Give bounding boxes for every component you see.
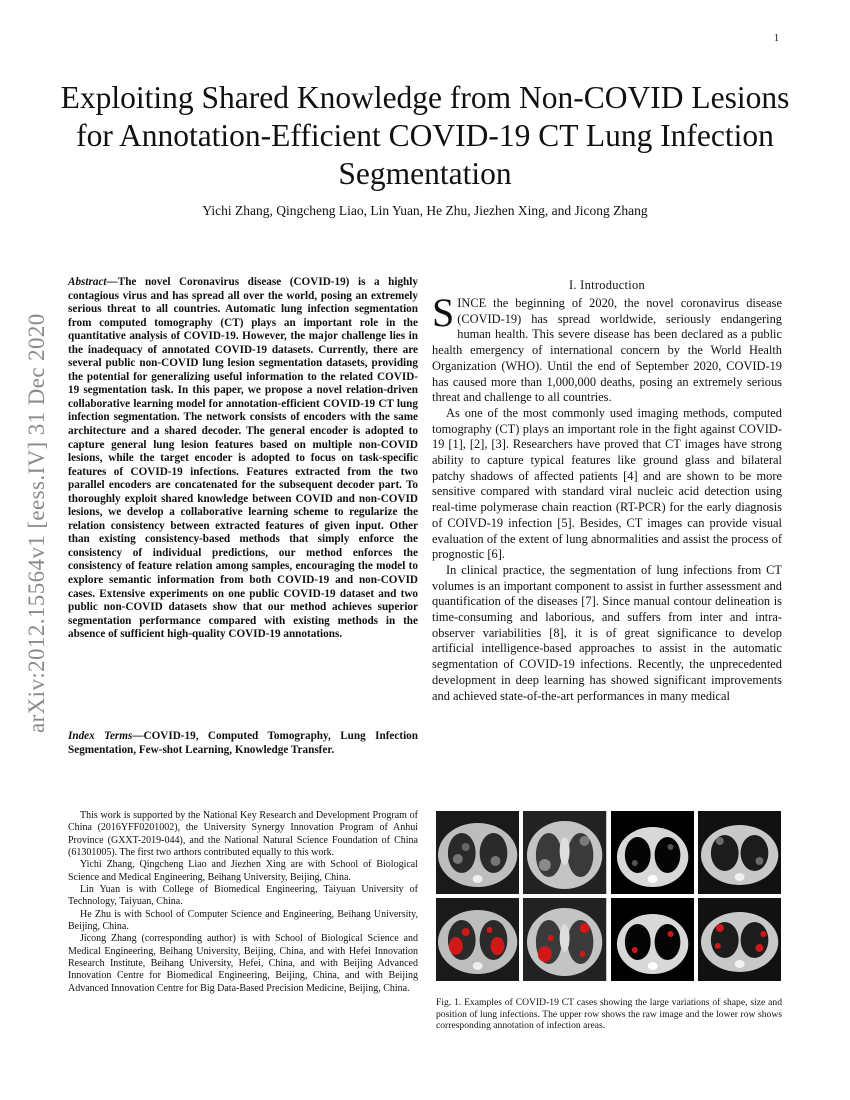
footnote-affiliation: Lin Yuan is with College of Biomedical Engineering, Taiyuan University of Technology, Taiyuan, China. [68,884,418,908]
footnote-corresponding-author: Jicong Zhang (corresponding author) is with School of Biological Science and Medical Engineering, Beihang University, Beijing, China, and with Hefei Innovation Research Institute, Beihang University, Hefei, China, and with Beijing Advanced Innovation Centre for Biomedical Engineering, Beijing, China, and with Beijing Advanced Innovation Centre for Big Data-Based Precision Medicine, Beijing, China. [68,933,418,994]
intro-paragraph: As one of the most commonly used imaging methods, computed tomography (CT) plays an important role in the fight against COVID-19 [1], [2], [3]. Researchers have proved that CT images have strong ability to capture typical features like ground glass and bilateral patchy shadows of affected patients [4] and are shown to be more sensitive compared with standard viral nucleic acid detection using real-time polymerase chain reaction (RT-PCR) for the early diagnosis of COIVD-19 infection [5]. Besides, CT images can provide visual evaluation of the extent of lung abnormalities and assist the process of prognostic [6]. [432,405,782,562]
index-terms [68,730,418,757]
ct-image-annotated [698,898,781,981]
arxiv-identifier: arXiv:2012.15564v1 [eess.IV] 31 Dec 2020 [24,313,49,733]
ct-figure [436,811,781,981]
section-heading: I. Introduction [568,278,646,292]
ct-image-raw [523,811,606,894]
drop-cap: S [432,290,455,335]
figure-caption: Fig. 1. Examples of COVID-19 CT cases showing the large variations of shape, size and position of lung infections. The upper row shows the raw image and the lower row shows corresponding annotation of infection areas. [436,997,782,1032]
ct-image-annotated [611,898,694,981]
footnote-funding: This work is supported by the National Key Research and Development Program of China (2016YFF0201002), the University Synergy Innovation Program of Anhui Province (GXXT-2019-044), and the National Natural Science Foundation of China (61301005). The first two arthors contributed equally to this work. [68,810,418,859]
footnote-affiliation: He Zhu is with School of Computer Science and Engineering, Beihang University, Beijing, China. [68,908,418,933]
ct-image-raw [611,811,694,894]
abstract-label: Abstract [68,276,107,288]
index-terms-text: —COVID-19, Computed Tomography, Lung Infection Segmentation, Few-shot Learning, Knowledge Transfer. [68,730,418,756]
ct-image-raw [436,811,519,894]
intro-paragraph: SINCE the beginning of 2020, the novel coronavirus disease (COVID-19) has spread worldwide, seriously endangering human health. This severe disease has been declared as a public health emergency of international concern by the World Health Organization (WHO). Until the end of September 2020, COVID-19 has caused more than 1,000,000 deaths, posing an extremely serious threat and challenge to all countries. [432,290,782,405]
ct-image-annotated [436,898,519,981]
footnote-affiliation: Yichi Zhang, Qingcheng Liao and Jiezhen Xing are with School of Biological Science and Medical Engineering, Beihang University, Beijing, China. [68,859,418,883]
abstract-text: —The novel Coronavirus disease (COVID-19) is a highly contagious virus and has spread all over the world, posing an extremely serious threat to all countries. Automatic lung infection segmentation from computed tomography (CT) plays an important role in the quantitative analysis of COVID-19. However, the major challenge lies in the inadequacy of annotated COVID-19 datasets. Currently, there are several public non-COVID lung lesion segmentation datasets, providing the potential for generalizing useful information to the related COVID-19 segmentation task. In this paper, we propose a novel relation-driven collaborative learning model for annotation-efficient COVID-19 CT lung infection segmentation. The network consists of encoders with the same architecture and a shared decoder. The general encoder is adopted to capture general lung lesion features based on multiple non-COVID lesions, while the target encoder is adopted to focus on task-specific features of COVID-19 infections. Features extracted from the two parallel encoders are concatenated for the subsequent decoder part. To thoroughly exploit shared knowledge between COVID and non-COVID lesions, we develop a collaborative learning scheme to regularize the relation consistency between extracted features of given input. Other than existing consistency-based methods that simply enforce the consistency of individual predictions, our method enforces the consistency of feature relation among samples, encouraging the model to explore semantic information from both COVID-19 and non-COVID cases. Extensive experiments on one public COVID-19 dataset and two public non-COVID datasets show that our method achieves superior segmentation performance compared with existing methods in the absence of sufficient high-quality COVID-19 annotations. [68,276,418,641]
page-number: 1 [774,33,779,44]
footnotes [68,810,418,995]
abstract [68,276,418,642]
ct-image-raw [698,811,781,894]
ct-image-annotated [523,898,606,981]
introduction-body [432,290,782,704]
author-list: Yichi Zhang, Qingcheng Liao, Lin Yuan, He Zhu, Jiezhen Xing, and Jicong Zhang [202,203,648,218]
index-terms-label: Index Terms [68,730,133,742]
paper-title: Exploiting Shared Knowledge from Non-COVID Lesions for Annotation-Efficient COVID-19 CT Lung Infection Segmentation [60,80,790,191]
intro-paragraph: In clinical practice, the segmentation of lung infections from CT volumes is an important component to assist in further assessment and quantification of the diseases [7]. Since manual contour delineation is time-consuming and laborious, and suffers from inter and intra-observer variabilities [8], it is of great significance to develop artificial intelligence-based approaches to assist in the automatic segmentation of COVID-19 infections. Recently, the unprecedented development in deep learning has showed significant improvements and achieved state-of-the-art performances in many medical [432,562,782,703]
